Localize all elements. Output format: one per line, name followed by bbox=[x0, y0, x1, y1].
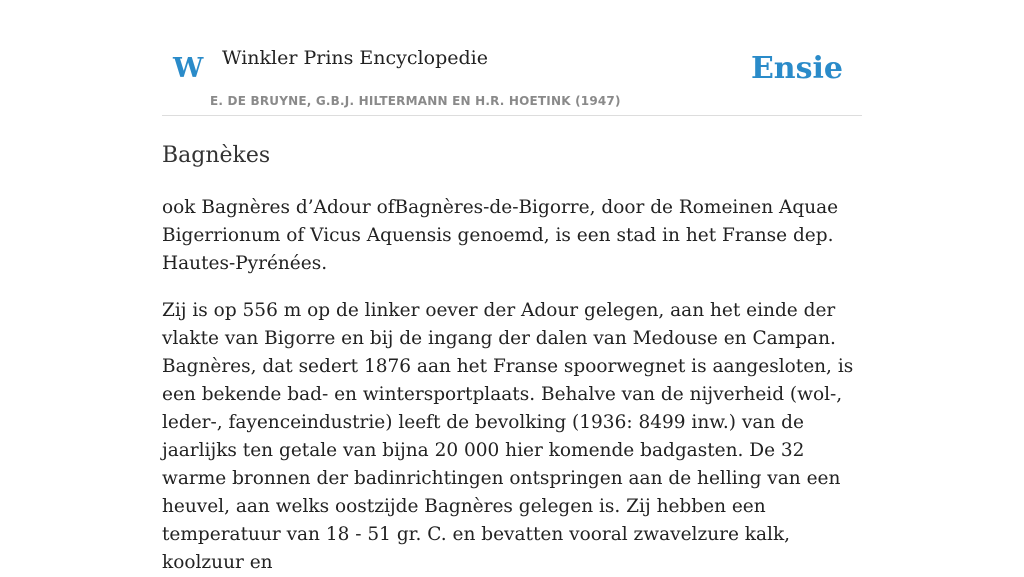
winkler-prins-logo-icon[interactable]: W bbox=[173, 53, 204, 84]
article-paragraph: Zij is op 556 m op de linker oever der Adour gelegen, aan het einde der vlakte van Bigorre en bij de ingang der dalen van Medouse en Campan. Bagnères, dat sedert 1876 aan het Franse spoorwegnet is aangesloten, is een bekende bad- en wintersportplaats. Behalve van de nijverheid (wol-, leder-, fayenceindustrie) leeft de bevolking (1936: 8499 inw.) van de jaarlijks ten getale van bijna 20 000 hier komende badgasten. De 32 warme bronnen der badinrichtingen ontspringen aan de helling van een heuvel, aan welks oostzijde Bagnères gelegen is. Zij hebben een temperatuur van 18 - 51 gr. C. en bevatten vooral zwavelzure kalk, koolzuur en bbox=[162, 300, 854, 573]
ensie-brand-link[interactable]: Ensie bbox=[750, 51, 843, 86]
article-title: Bagnèkes bbox=[162, 143, 271, 168]
article bbox=[162, 142, 862, 577]
site-header bbox=[162, 0, 862, 116]
article-paragraph: ook Bagnères d’Adour ofBagnères-de-Bigorre, door de Romeinen Aquae Bigerrionum of Vicus Aquensis genoemd, is een stad in het Franse dep. Hautes-Pyrénées. bbox=[162, 197, 839, 274]
page bbox=[162, 0, 862, 577]
source-authors: E. DE BRUYNE, G.B.J. HILTERMANN EN H.R. HOETINK (1947) bbox=[210, 94, 621, 108]
source-title[interactable]: Winkler Prins Encyclopedie bbox=[222, 47, 488, 69]
